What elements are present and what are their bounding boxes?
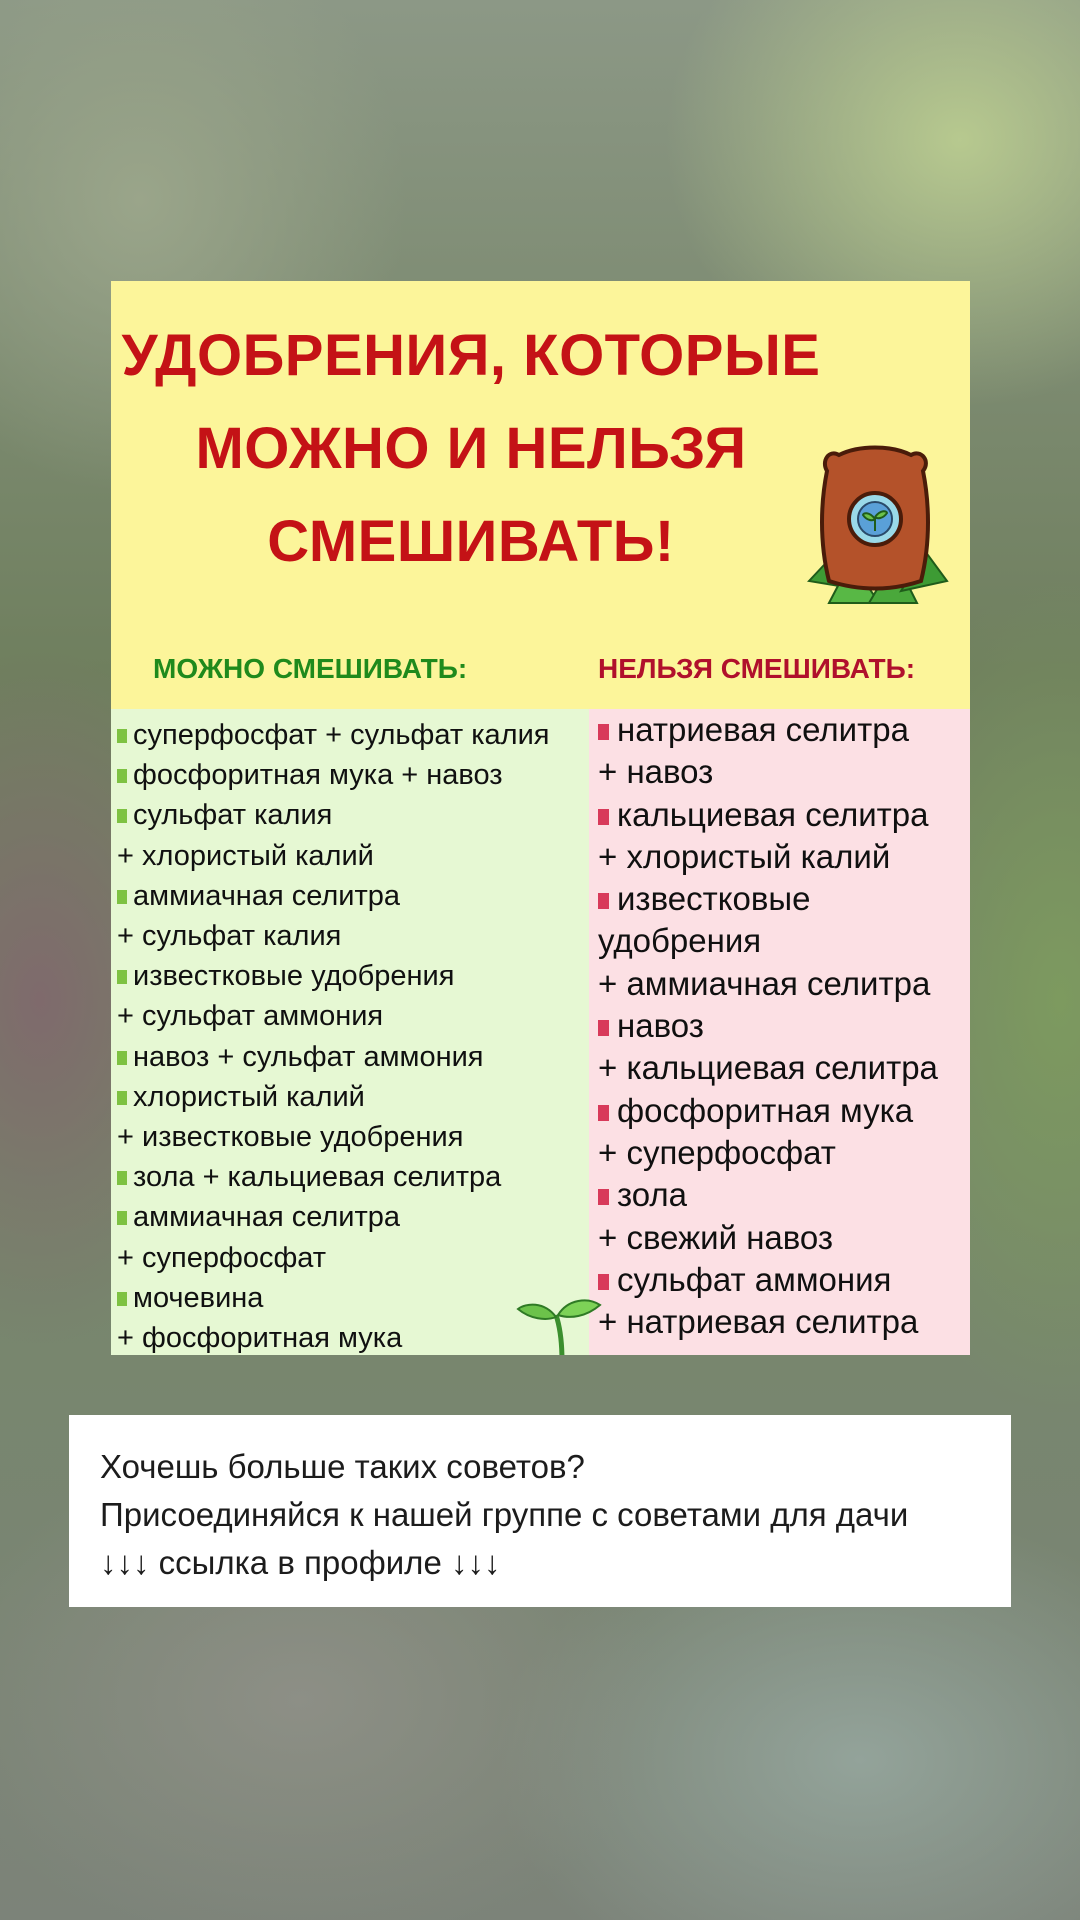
caption-box: [69, 1415, 1011, 1607]
bullet-icon: [117, 1091, 127, 1105]
list-item: [598, 1047, 970, 1089]
list-item: [598, 1005, 970, 1047]
list-item: [598, 1217, 970, 1259]
list-item: [598, 1301, 970, 1343]
list-item-text: зола: [617, 1176, 687, 1214]
list-item-text: суперфосфат + сульфат калия: [133, 719, 550, 751]
fertilizer-bag-icon: [799, 431, 951, 611]
list-item: [117, 1037, 589, 1077]
bullet-icon: [598, 1020, 609, 1036]
list-item: [598, 1132, 970, 1174]
list-item: [598, 1259, 970, 1301]
title-line: УДОБРЕНИЯ, КОТОРЫЕ: [121, 323, 821, 388]
bullet-icon: [598, 724, 609, 740]
list-item-text: аммиачная селитра: [133, 879, 401, 912]
list-item-text: мочевина: [133, 1281, 264, 1314]
caption-line: ↓↓↓ ссылка в профиле ↓↓↓: [100, 1544, 501, 1581]
bullet-icon: [598, 893, 609, 909]
list-item-text: хлористый калий: [133, 1080, 365, 1113]
list-item: [117, 1197, 589, 1237]
list-item-text: навоз: [617, 1007, 704, 1045]
cannot-mix-list: [589, 709, 970, 1343]
list-item: [598, 963, 970, 1005]
list-item-text: сульфат аммония: [617, 1260, 892, 1298]
title-line: СМЕШИВАТЬ!: [267, 509, 675, 574]
sprout-icon: [516, 1291, 606, 1355]
list-item-text: навоз + сульфат аммония: [133, 1040, 484, 1073]
list-item: [117, 876, 589, 916]
title-line: МОЖНО И НЕЛЬЗЯ: [195, 416, 747, 481]
list-item-text: + сульфат аммония: [117, 1000, 384, 1033]
bullet-icon: [117, 729, 127, 743]
bullet-icon: [598, 1189, 609, 1205]
list-item: [117, 1238, 589, 1278]
infographic-title: [111, 309, 831, 588]
list-item-text: + сульфат калия: [117, 920, 342, 953]
list-item: [598, 920, 970, 962]
list-item-text: + кальциевая селитра: [598, 1049, 938, 1087]
list-item: [117, 1117, 589, 1157]
list-item-text: фосфоритная мука + навоз: [133, 759, 503, 792]
list-item-text: известковые удобрения: [133, 960, 455, 993]
list-item: [117, 996, 589, 1036]
list-item-text: + аммиачная селитра: [598, 964, 931, 1002]
caption-line: Хочешь больше таких советов?: [100, 1448, 585, 1485]
list-item: [117, 1077, 589, 1117]
caption-line: Присоединяйся к нашей группе с советами для дачи: [100, 1496, 909, 1533]
list-item-text: удобрения: [598, 922, 762, 960]
bullet-icon: [598, 809, 609, 825]
bullet-icon: [117, 890, 127, 904]
bullet-icon: [598, 1274, 609, 1290]
cannot-mix-heading: НЕЛЬЗЯ СМЕШИВАТЬ:: [598, 653, 916, 684]
list-item-text: + свежий навоз: [598, 1218, 834, 1256]
list-item: [117, 755, 589, 795]
list-item-text: зола + кальциевая селитра: [133, 1161, 502, 1194]
list-item-text: + известковые удобрения: [117, 1121, 464, 1154]
can-mix-list: [111, 709, 589, 1355]
list-item-text: натриевая селитра: [617, 711, 909, 748]
list-item-text: + натриевая селитра: [598, 1303, 919, 1341]
list-item: [598, 709, 970, 751]
list-item-text: + фосфоритная мука: [117, 1322, 403, 1355]
list-item: [598, 1090, 970, 1132]
list-item: [117, 795, 589, 835]
fertilizer-infographic: [111, 281, 970, 1355]
can-mix-heading: МОЖНО СМЕШИВАТЬ:: [153, 653, 468, 684]
list-item-text: + суперфосфат: [598, 1133, 836, 1171]
list-item: [117, 956, 589, 996]
bullet-icon: [598, 1105, 609, 1121]
list-item-text: кальциевая селитра: [617, 795, 929, 833]
bullet-icon: [117, 1171, 127, 1185]
bullet-icon: [117, 1211, 127, 1225]
bullet-icon: [117, 1051, 127, 1065]
bullet-icon: [117, 1292, 127, 1306]
bullet-icon: [117, 809, 127, 823]
list-item: [117, 916, 589, 956]
list-item: [598, 751, 970, 793]
list-item-text: + суперфосфат: [117, 1241, 327, 1274]
bullet-icon: [117, 970, 127, 984]
list-item: [117, 1157, 589, 1197]
list-item: [598, 878, 970, 920]
list-item-text: + навоз: [598, 753, 714, 791]
list-item: [598, 794, 970, 836]
bullet-icon: [117, 769, 127, 783]
list-item-text: сульфат калия: [133, 799, 333, 832]
list-item-text: известковые: [617, 880, 811, 918]
can-mix-column: [111, 709, 589, 1355]
list-item-text: фосфоритная мука: [617, 1091, 914, 1129]
list-item: [598, 1174, 970, 1216]
list-item: [117, 836, 589, 876]
list-item: [117, 715, 589, 755]
list-item-text: + хлористый калий: [117, 839, 374, 872]
list-item-text: + хлористый калий: [598, 837, 891, 875]
list-item: [598, 836, 970, 878]
cannot-mix-column: [589, 709, 970, 1355]
list-item-text: аммиачная селитра: [133, 1201, 401, 1234]
